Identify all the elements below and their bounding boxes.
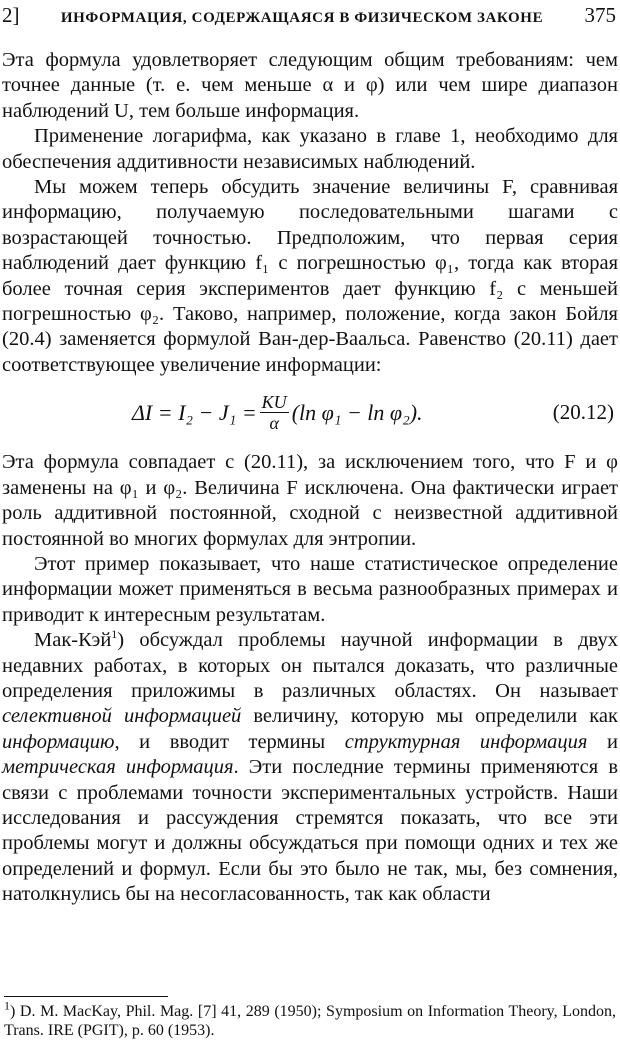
paragraph-3: Мы можем теперь обсудить значение величины F, сравнивая информацию, получаемую последовательными шагами с возрастающей точностью. Предположим, что первая серия наблюдений дает функцию f₁ с погрешностью φ₁, тогда как вторая более точная серия экспериментов дает функцию f₂ с меньшей погрешностью φ₂. Таково, например, положение, когда закон Бойля (20.4) заменяется формулой Ван-дер-Ваальса. Равенство (20.11) дает соответствующее увеличение информации: — [2, 176, 618, 376]
fraction-denominator: α — [269, 413, 279, 434]
term-structural-information: структурная информация — [344, 730, 588, 753]
formula-rhs: (ln φ₁ − ln φ₂). — [291, 400, 423, 426]
fraction-numerator: KU — [261, 392, 287, 413]
paragraph-6 — [2, 628, 618, 907]
term-selective-information: селективной информацией — [2, 705, 242, 728]
formula-lhs: ΔI = I₂ − J₁ = — [132, 400, 257, 426]
paragraph-6-text-b: величину, которую мы определили как — [241, 705, 618, 728]
display-formula — [2, 386, 618, 444]
paragraph-5: Этот пример показывает, что наше статистическое определение информации может применяться в весьма разнообразных примерах и приводит к интересным результатам. — [2, 552, 618, 626]
paragraph-6-text-e: . Эти последние термины применяются в связи с проблемами точности экспериментальных устройств. Наши исследования и рассуждения стремятся показать, что все эти проблемы могут и должны обсуждаться при помощи одних и тех же определений и формул. Если бы это было не так, мы, без сомнения, натолкнулись бы на несогласованность, так как области — [2, 756, 618, 906]
author-name: Мак-Кэй — [34, 629, 112, 652]
term-information: информацию — [2, 730, 115, 753]
footnote-marker: 1 — [4, 998, 10, 1013]
paragraph-6-text-a: ) обсуждал проблемы научной информации в двух недавних работах, в которых он пытался доказать, что различные определения приложимы в различных областях. Он называет — [2, 629, 618, 702]
footnote — [4, 998, 616, 1040]
paragraph-2: Применение логарифма, как указано в главе 1, необходимо для обеспечения аддитивности независимых наблюдений. — [2, 125, 618, 173]
paragraph-6-text-d: и — [587, 730, 618, 753]
footnote-ref: 1 — [111, 627, 118, 642]
paragraph-6-text-c: , и вводит термины — [114, 730, 345, 753]
paragraph-1: Эта формула удовлетворяет следующим общим требованиям: чем точнее данные (т. е. чем меньше α и φ) или чем шире диапазон наблюдений U, тем больше информация. — [2, 49, 618, 122]
footnote-divider — [4, 996, 168, 997]
page-number: 375 — [584, 3, 616, 27]
footnote-text: ) D. M. MacKay, Phil. Mag. [7] 41, 289 (1950); Symposium on Information Theory, London, Trans. IRE (PGIT), p. 60 (1953). — [4, 1003, 616, 1039]
running-title: ИНФОРМАЦИЯ, СОДЕРЖАЩАЯСЯ В ФИЗИЧЕСКОМ ЗАКОНЕ — [60, 10, 544, 26]
page-body — [2, 48, 618, 908]
equation-number: (20.12) — [552, 400, 614, 425]
running-header — [2, 3, 616, 31]
paragraph-4: Эта формула совпадает с (20.11), за исключением того, что F и φ заменены на φ₁ и φ₂. Величина F исключена. Она фактически играет роль аддитивной постоянной, сходной с неизвестной аддитивной постоянной во многих формулах для энтропии. — [2, 451, 618, 550]
formula-fraction — [260, 392, 289, 433]
section-number: 2] — [2, 3, 20, 27]
formula-expression — [132, 392, 423, 433]
term-metric-information: метрическая информация — [2, 756, 234, 779]
